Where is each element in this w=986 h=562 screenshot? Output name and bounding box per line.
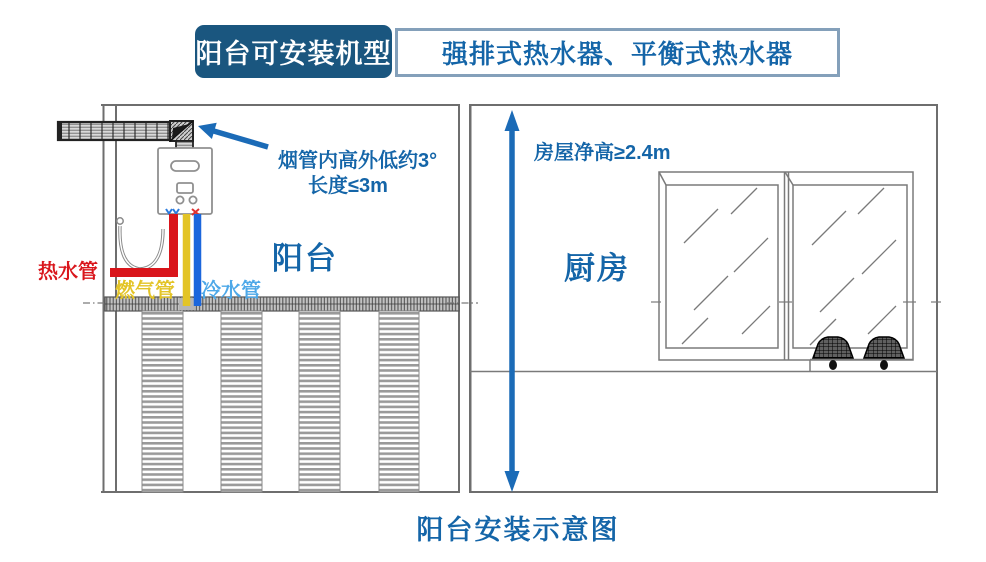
stove-burner: [864, 337, 904, 358]
window-pane-left: [666, 185, 778, 348]
stove-burner: [813, 337, 853, 358]
window-pane-right: [793, 185, 907, 348]
drain-hose: [117, 218, 163, 269]
ceiling-height-label: 房屋净高≥2.4m: [534, 142, 671, 164]
burner-valve: [880, 360, 888, 370]
gas-pipe-label: 燃气管: [115, 280, 175, 302]
water-heater: [158, 148, 212, 215]
heater-window: [177, 183, 193, 193]
hose-hook: [117, 218, 123, 224]
heater-knob: [176, 196, 183, 203]
kitchen-window: [651, 172, 941, 360]
flue-note-line1: 烟管内高外低约3°: [278, 150, 438, 172]
diagram-caption: 阳台安装示意图: [416, 515, 620, 545]
flue-note-line2: 长度≤3m: [308, 175, 388, 197]
ceiling-height-arrow-icon: [505, 110, 520, 492]
railing-balusters: [142, 311, 419, 492]
balcony-room-label: 阳台: [272, 241, 338, 276]
burner-valve: [829, 360, 837, 370]
flue-arrow-icon: [198, 123, 268, 147]
baluster-panel: [142, 311, 183, 492]
cold-water-pipe-label: 冷水管: [201, 280, 261, 302]
baluster-panel: [221, 311, 262, 492]
heater-display: [171, 161, 199, 171]
baluster-panel: [379, 311, 419, 492]
hot-water-pipe-label: 热水管: [38, 261, 98, 283]
exhaust-flue-duct: [58, 121, 193, 149]
heater-knob: [189, 196, 196, 203]
baluster-panel: [299, 311, 340, 492]
stove: [810, 337, 913, 371]
header-badge: 阳台可安装机型: [195, 25, 392, 78]
header-models-box: 强排式热水器、平衡式热水器: [395, 28, 840, 77]
kitchen-room-label: 厨房: [564, 251, 630, 286]
